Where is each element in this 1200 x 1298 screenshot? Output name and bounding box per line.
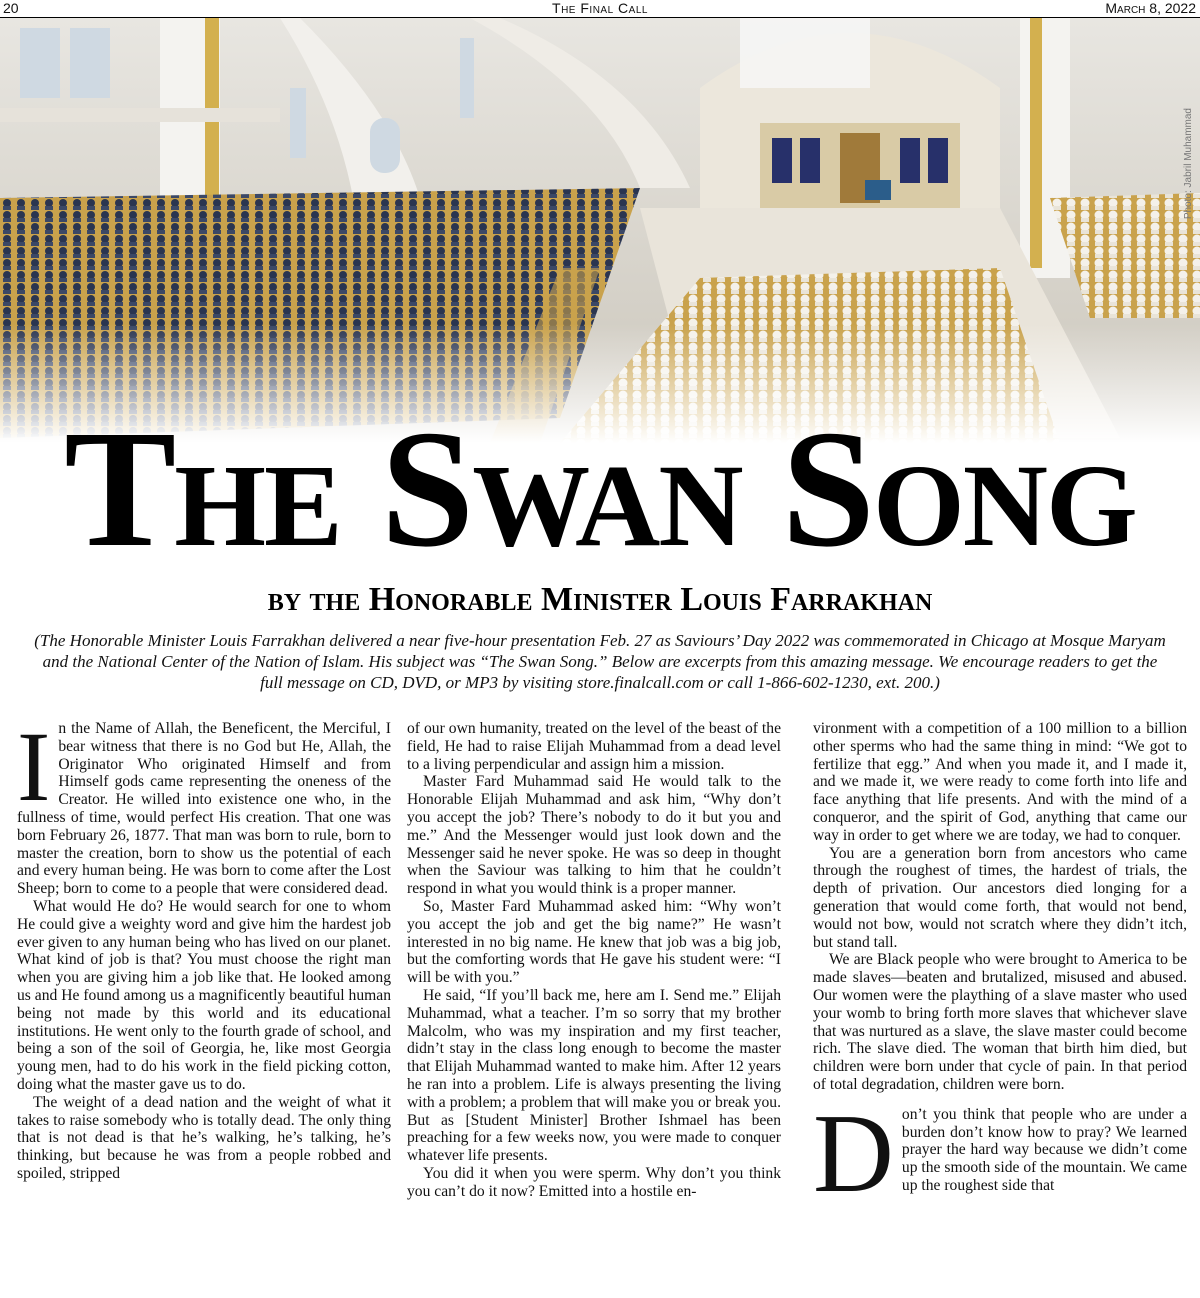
paragraph: You did it when you were sperm. Why don’t you think you can’t do it now? Emitted into a hostile en- (407, 1164, 781, 1200)
intro-paragraph: (The Honorable Minister Louis Farrakhan delivered a near five-hour presentation Feb. 27 as Saviours’ Day 2022 was commemorated in Chicago at Mosque Maryam and the National Center of the Nation of Islam. His subject was “The Swan Song.” Below are excerpts from this amazing message. We encourage readers to get the full message on CD, DVD, or MP3 by visiting store.finalcall.com or call 1-866-602-1230, ext. 200.) (34, 631, 1166, 692)
issue-date: March 8, 2022 (1105, 0, 1196, 16)
paragraph: Don’t you think that people who are under a burden don’t know how to pray? We learned prayer the hard way because we didn’t come up the smooth side of the mountain. We came up the roughest side that (813, 1091, 1187, 1216)
mosque-interior-photo (0, 18, 1200, 443)
paragraph: We are Black people who were brought to America to be made slaves—beaten and brutalized, misused and abused. Our women were the plaything of a slave master who used your womb to bring forth more slaves that whichever slave that was nurtured as a slave, the slave master could become rich. The slave died. The woman that birth him died, but children were born under that cycle of pain. In that period of total degradation, children were born. (813, 951, 1187, 1093)
byline: by the Honorable Minister Louis Farrakhan (267, 581, 933, 618)
paragraph: So, Master Fard Muhammad asked him: “Why won’t you accept the job and get the big name?” He wasn’t interested in no big name. He knew that job was a big job, but the comforting words that He gave his student were: “I will be with you.” (407, 897, 781, 987)
article-column-3 (813, 720, 1187, 1216)
drop-cap: D (813, 1091, 894, 1216)
photo-credit: Photo: Jabril Muhammad (1183, 108, 1194, 220)
paragraph: The weight of a dead nation and the weight of what it takes to raise somebody who is totally dead. The only thing that is not dead is that he’s walking, he’s talking, he’s thinking, but because he was from a people robbed and spoiled, stripped (17, 1093, 391, 1182)
paragraph: What would He do? He would search for one to whom He could give a weighty word and give him the hardest job ever given to any human being who has lived on our planet. What kind of job is that? You must choose the right man when you are giving him a job like that. He looked among us and He found among us a magnificently beautiful human being not made by this world and its educational institutions. He went only to the fourth grade of school, and being a son of the soil of Georgia, he, like most Georgia young men, had to do his work in the field picking cotton, doing what the master gave us to do. (17, 897, 391, 1093)
publication-name: The Final Call (552, 0, 648, 16)
page-header (0, 0, 1200, 18)
paragraph: of our own humanity, treated on the level of the beast of the field, He had to raise Elijah Muhammad from a dead level to a living perpendicular and assign him a mission. (407, 720, 781, 773)
paragraph: In the Name of Allah, the Beneficent, the Merciful, I bear witness that there is no God but He, Allah, the Originator Who originated Himself and from Himself gods came representing the oneness of the Creator. He willed into existence one who, in the fullness of time, would perfect His creation. That one was born February 26, 1877. That man was born to rule, born to master the creation, born to show us the potential of each and every human being. He was born to come after the Lost Sheep; born to come to a people that were considered dead. (17, 711, 391, 898)
paragraph: vironment with a competition of a 100 million to a billion other sperms who had the same thing in mind: “We got to fertilize that egg.” And when you made it, and I made it, and we made it, we were ready to come forth into life and face anything that life presents. And with the mind of a conqueror, and the spirit of God, anything that came our way in order to get where we are today, we had to conquer. (813, 720, 1187, 844)
photo-illustration (0, 18, 1200, 443)
page-number: 20 (3, 0, 19, 16)
drop-cap: I (17, 711, 51, 822)
headline: The Swan Song (64, 396, 1136, 582)
article-column-1 (17, 711, 391, 1183)
paragraph: You are a generation born from ancestors who came through the roughest of times, the hardest of trials, the depth of privation. Our ancestors died longing for a generation that would come forth, that would not bend, would not bow, would not scratch where they didn’t itch, but stand tall. (813, 844, 1187, 951)
paragraph: Master Fard Muhammad said He would talk to the Honorable Elijah Muhammad and ask him, “Why don’t you accept the job? There’s nobody to do it but you and me.” And the Messenger would just look down and the Messenger said he never spoke. He was so deep in thought when the Saviour was talking to him that he couldn’t respond in what you would think is a proper manner. (407, 773, 781, 898)
paragraph: He said, “If you’ll back me, here am I. Send me.” Elijah Muhammad, what a teacher. I’m so sorry that my brother Malcolm, who was my inspiration and my first teacher, didn’t stay in the class long enough to become the master that Elijah Muhammad wanted to make him. After 12 years he ran into a problem. Life is always presenting the living with a problem; a problem that will make you or break you. But as [Student Minister] Brother Ishmael has been preaching for a few weeks now, you were made to conquer whatever life presents. (407, 986, 781, 1165)
article-column-2 (407, 720, 781, 1201)
